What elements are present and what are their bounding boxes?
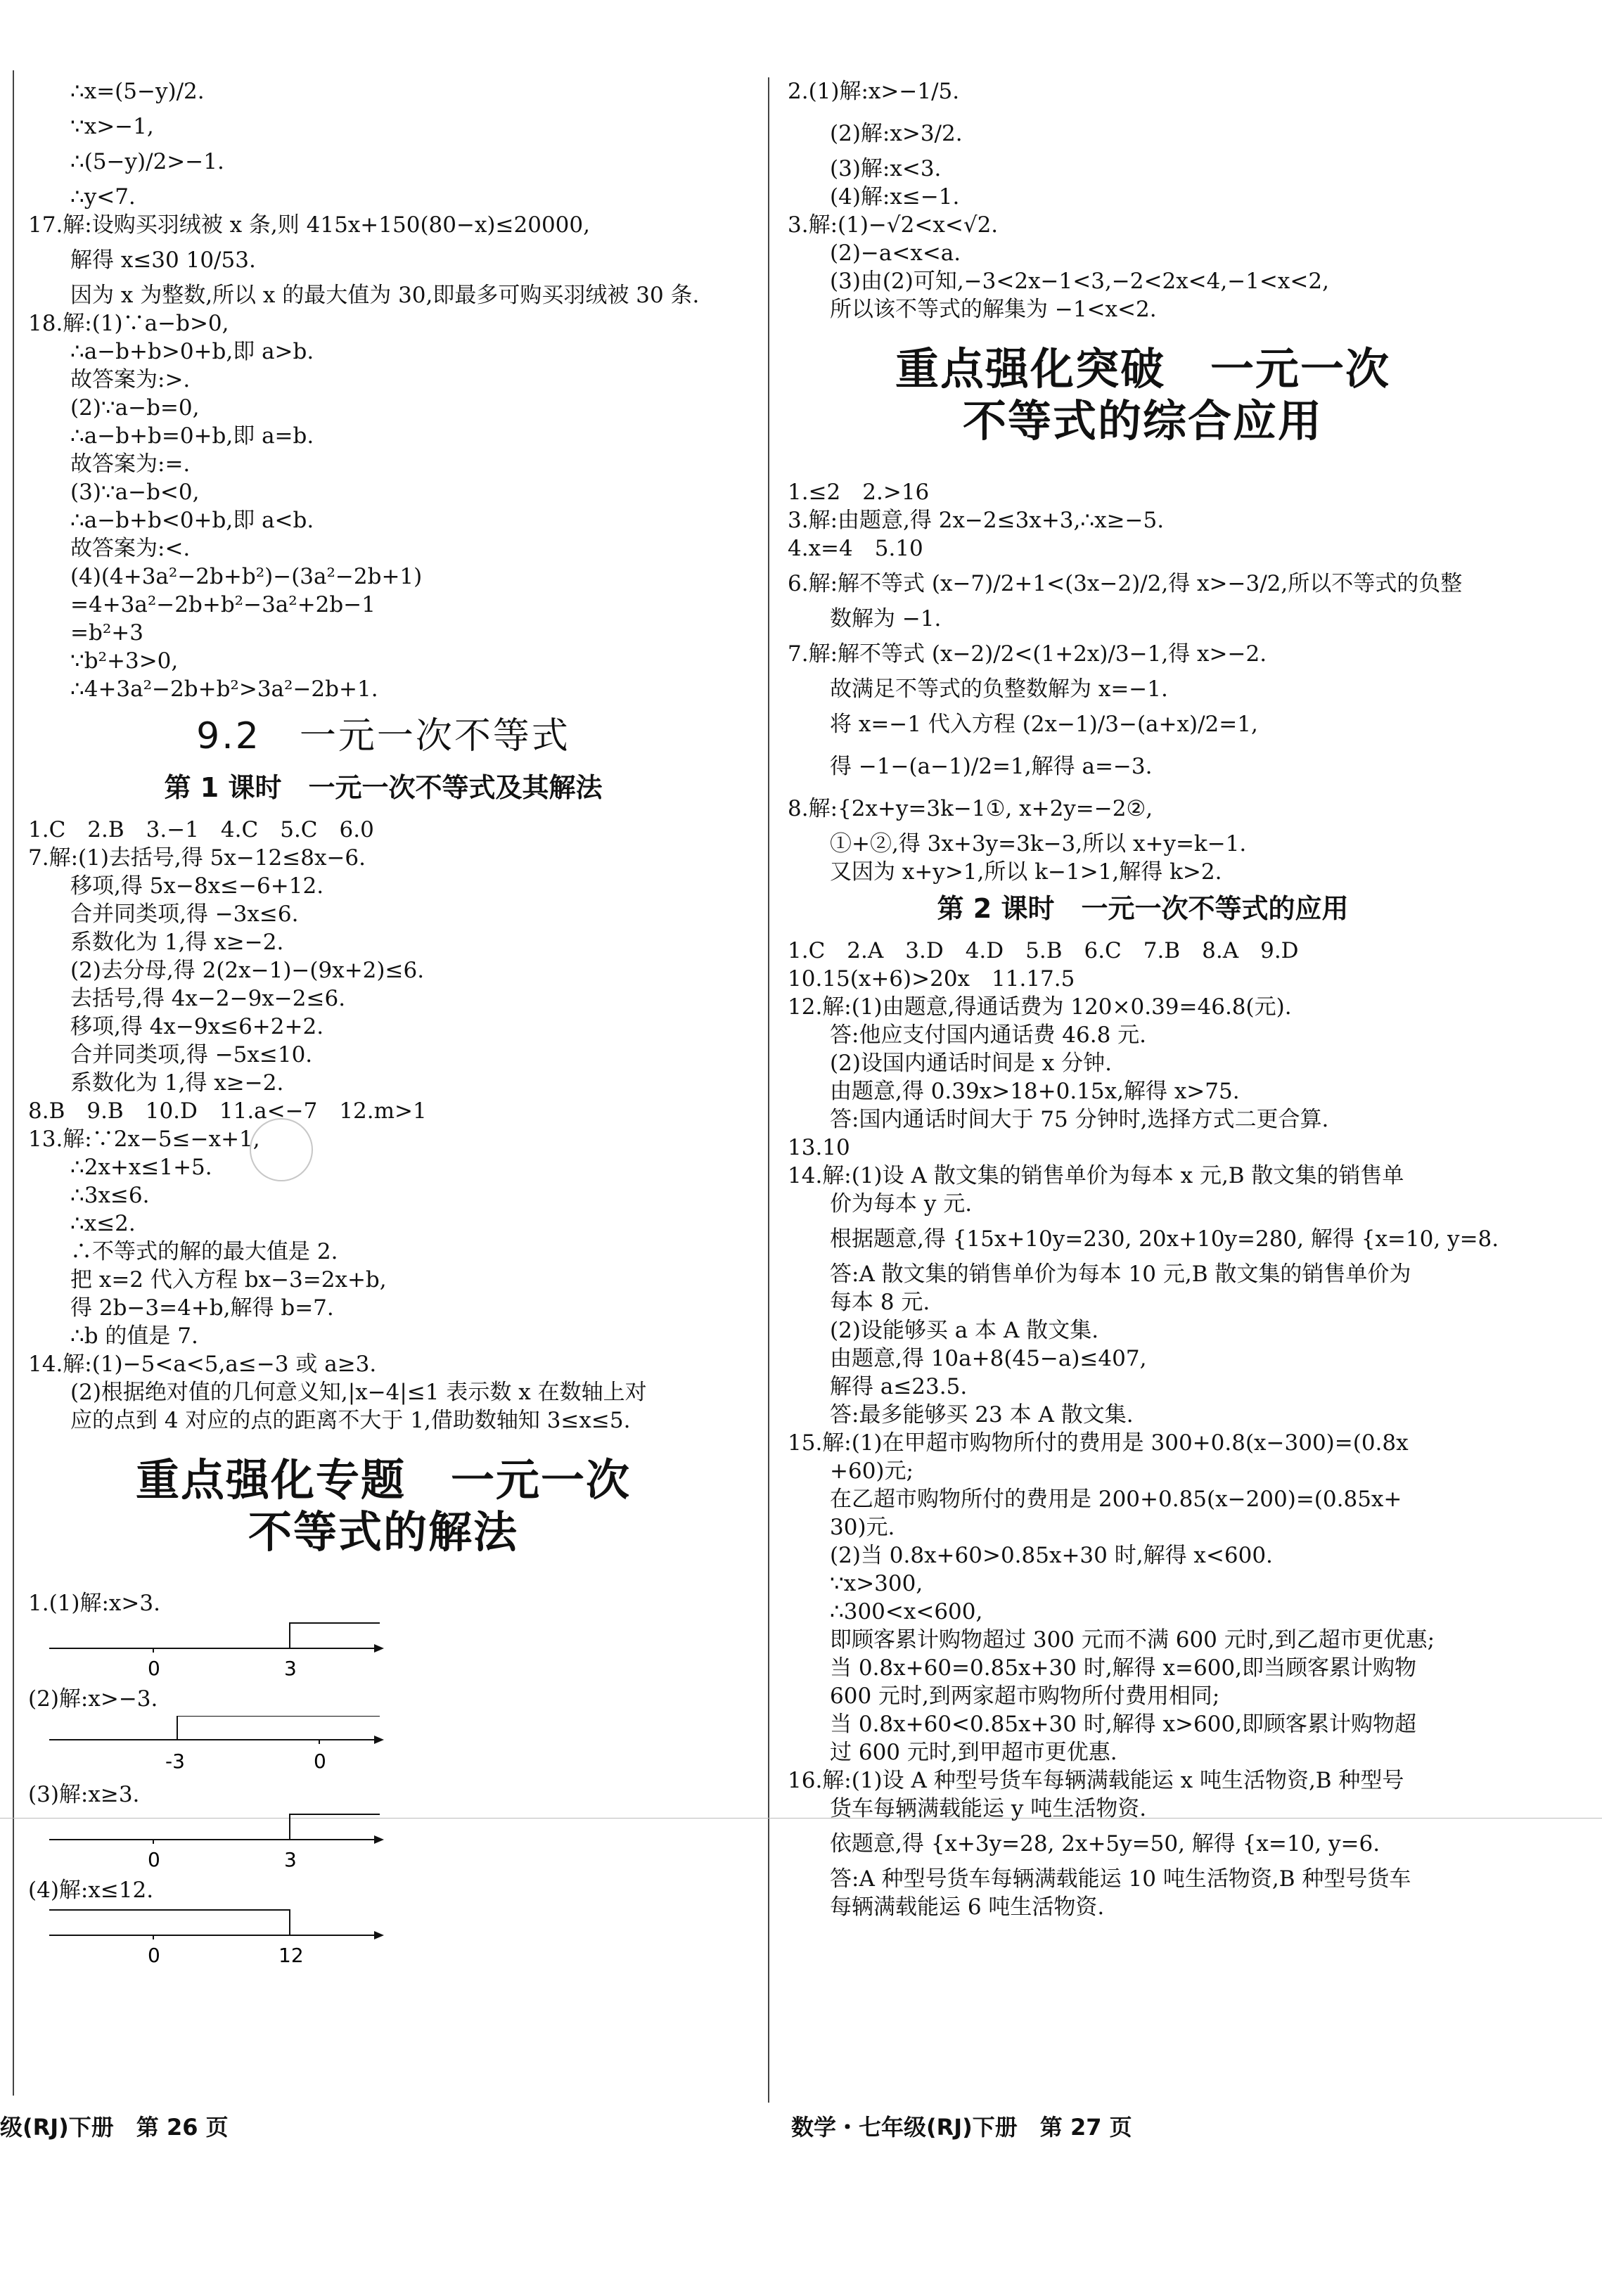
tick-label: 0 (148, 1848, 160, 1869)
answer-line: 10.15(x+6)>20x 11.17.5 (788, 966, 1075, 992)
answer-line: 30)元. (830, 1515, 895, 1540)
answer-line: ∴x=(5−y)/2. (70, 79, 205, 104)
answer-line: 3.解:(1)−√2<x<√2. (788, 212, 999, 238)
answer-line: 答:他应支付国内通话费 46.8 元. (830, 1022, 1147, 1048)
answer-line: ∵x>300, (830, 1571, 923, 1596)
answer-line: (3)∵a−b<0, (70, 480, 200, 505)
right-column (788, 70, 1498, 1921)
answer-line: (2)根据绝对值的几何意义知,|x−4|≤1 表示数 x 在数轴上对 (70, 1380, 647, 1405)
answer-line: ∴a−b+b=0+b,即 a=b. (70, 423, 314, 449)
answer-line: 每辆满载能运 6 吨生活物资. (830, 1894, 1105, 1920)
answer-line: 15.解:(1)在甲超市购物所付的费用是 300+0.8(x−300)=(0.8x (788, 1430, 1409, 1456)
answer-line: 将 x=−1 代入方程 (2x−1)/3−(a+x)/2=1, (830, 712, 1258, 737)
answer-line: =4+3a²−2b+b²−3a²+2b−1 (70, 592, 376, 617)
answer-line: (2)设国内通话时间是 x 分钟. (830, 1051, 1112, 1076)
answer-line: 故答案为:>. (70, 367, 191, 392)
answer-line: (3)解:x≥3. (28, 1782, 140, 1807)
answer-line: ①+②,得 3x+3y=3k−3,所以 x+y=k−1. (830, 831, 1247, 857)
section-title: 9.2 一元一次不等式 (196, 715, 570, 757)
answer-line: (2)当 0.8x+60>0.85x+30 时,解得 x<600. (830, 1543, 1273, 1568)
answer-line: 4.x=4 5.10 (788, 536, 923, 561)
answer-line: 移项,得 5x−8x≤−6+12. (70, 873, 324, 899)
tick-label: 0 (148, 1657, 160, 1678)
answer-line: ∴(5−y)/2>−1. (70, 149, 224, 174)
answer-q18 (28, 309, 738, 703)
answer-line: 数解为 −1. (830, 606, 942, 631)
answer-line: 当 0.8x+60=0.85x+30 时,解得 x=600,即当顾客累计购物 (830, 1655, 1417, 1681)
answer-q2 (788, 70, 1498, 211)
answer-line: 在乙超市购物所付的费用是 200+0.85(x−200)=(0.85x+ (830, 1487, 1402, 1512)
tick-label: 3 (284, 1848, 297, 1869)
answer-line: ∵x>−1, (70, 114, 154, 139)
answer-line: 过 600 元时,到甲超市更优惠. (830, 1740, 1117, 1765)
answer-line: (3)由(2)可知,−3<2x−1<3,−2<2x<4,−1<x<2, (830, 269, 1329, 294)
answer-line: (4)解:x≤12. (28, 1878, 154, 1903)
topic-title-line: 不等式的综合应用 (962, 395, 1323, 447)
answer-line: ∴4+3a²−2b+b²>3a²−2b+1. (70, 676, 378, 702)
answer-line: 即顾客累计购物超过 300 元而不满 600 元时,到乙超市更优惠; (830, 1627, 1435, 1653)
answer-q17 (28, 211, 738, 309)
answer-line: 7.解:解不等式 (x−2)/2<(1+2x)/3−1,得 x>−2. (788, 641, 1267, 667)
answer-line: 每本 8 元. (830, 1290, 930, 1315)
answer-line: 1.C 2.A 3.D 4.D 5.B 6.C 7.B 8.A 9.D (788, 938, 1299, 963)
answer-line: 把 x=2 代入方程 bx−3=2x+b, (70, 1267, 387, 1293)
answer-line: 16.解:(1)设 A 种型号货车每辆满载能运 x 吨生活物资,B 种型号 (788, 1768, 1404, 1793)
answer-line: 得 2b−3=4+b,解得 b=7. (70, 1295, 334, 1321)
answer-line: 答:A 散文集的销售单价为每本 10 元,B 散文集的销售单价为 (830, 1262, 1411, 1287)
answer-line: 17.解:设购买羽绒被 x 条,则 415x+150(80−x)≤20000, (28, 212, 590, 238)
answer-line: 答:国内通话时间大于 75 分钟时,选择方式二更合算. (830, 1107, 1329, 1132)
answer-line: (2)−a<x<a. (830, 240, 961, 266)
answer-line: (2)设能够买 a 本 A 散文集. (830, 1318, 1099, 1343)
answer-line: 当 0.8x+60<0.85x+30 时,解得 x>600,即顾客累计购物超 (830, 1712, 1417, 1737)
tick-label: 0 (314, 1750, 326, 1773)
answer-line: 由题意,得 0.39x>18+0.15x,解得 x>75. (830, 1079, 1240, 1104)
answer-line: 去括号,得 4x−2−9x−2≤6. (70, 986, 346, 1011)
answer-line: 6.解:解不等式 (x−7)/2+1<(3x−2)/2,得 x>−3/2,所以不等式的负整 (788, 571, 1463, 596)
answer-line: 3.解:由题意,得 2x−2≤3x+3,∴x≥−5. (788, 508, 1165, 533)
tick-label: -3 (165, 1750, 185, 1773)
answer-line: ∴a−b+b<0+b,即 a<b. (70, 508, 314, 533)
number-line (28, 1620, 738, 1678)
answer-line: 根据题意,得 {15x+10y=230, 20x+10y=280, 解得 {x=10, y=8. (830, 1226, 1499, 1252)
answer-line: 因为 x 为整数,所以 x 的最大值为 30,即最多可购买羽绒被 30 条. (70, 283, 700, 308)
answer-line: =b²+3 (70, 620, 143, 646)
answer-line: 货车每辆满载能运 y 吨生活物资. (830, 1796, 1147, 1821)
page-footer-left: 级(RJ)下册 第 26 页 (0, 2114, 229, 2141)
answer-line: ∴3x≤6. (70, 1183, 150, 1208)
answer-line: (2)去分母,得 2(2x−1)−(9x+2)≤6. (70, 958, 425, 983)
answer-line: 600 元时,到两家超市购物所付费用相同; (830, 1683, 1220, 1709)
answer-line: (4)解:x≤−1. (830, 184, 960, 210)
number-line (28, 1811, 738, 1869)
answer-line: ∴x≤2. (70, 1211, 136, 1236)
answer-line: ∴b 的值是 7. (70, 1323, 198, 1349)
answer-line: 依题意,得 {x+3y=28, 2x+5y=50, 解得 {x=10, y=6. (830, 1831, 1380, 1856)
column-divider (768, 77, 769, 2103)
topic-title (28, 1454, 738, 1558)
answer-q3 (788, 211, 1498, 323)
topic-title (788, 343, 1498, 447)
topic-title-line: 不等式的解法 (248, 1506, 518, 1558)
answer-line: 又因为 x+y>1,所以 k−1>1,解得 k>2. (830, 859, 1222, 885)
tick-label: 12 (278, 1944, 304, 1965)
topic-title-line: 重点强化突破 一元一次 (895, 343, 1390, 395)
answer-line: 故答案为:=. (70, 451, 191, 477)
answer-line: 合并同类项,得 −5x≤10. (70, 1042, 313, 1067)
answer-line: 解得 a≤23.5. (830, 1374, 968, 1399)
answer-line: (3)解:x<3. (830, 156, 942, 181)
answer-line: 13.解:∵2x−5≤−x+1, (28, 1127, 260, 1152)
left-margin-rule (13, 70, 14, 2096)
answer-line: +60)元; (830, 1458, 914, 1484)
answer-line: 12.解:(1)由题意,得通话费为 120×0.39=46.8(元). (788, 994, 1292, 1020)
answer-line: ∴a−b+b>0+b,即 a>b. (70, 339, 314, 364)
answer-line: (2)∵a−b=0, (70, 395, 200, 421)
answer-lesson1 (28, 816, 738, 1435)
number-line (28, 1716, 738, 1774)
tick-label: 3 (284, 1657, 297, 1678)
answer-line: 1.≤2 2.>16 (788, 480, 930, 505)
answer-line: 18.解:(1)∵a−b>0, (28, 311, 229, 336)
answer-line: (2)解:x>3/2. (830, 121, 963, 146)
answer-line: 价为每本 y 元. (830, 1191, 973, 1217)
answer-line: ∴不等式的解的最大值是 2. (70, 1239, 338, 1264)
answer-line: 13.10 (788, 1135, 850, 1160)
answer-lesson2 (788, 937, 1498, 1921)
answer-line: 8.B 9.B 10.D 11.a<−7 12.m>1 (28, 1098, 427, 1124)
answer-line: 系数化为 1,得 x≥−2. (70, 930, 284, 955)
answer-line: 1.C 2.B 3.−1 4.C 5.C 6.0 (28, 817, 374, 842)
answer-line: ∴300<x<600, (830, 1599, 983, 1624)
answer-line: 由题意,得 10a+8(45−a)≤407, (830, 1346, 1147, 1371)
answer-breakthrough (788, 478, 1498, 886)
answer-line: 14.解:(1)设 A 散文集的销售单价为每本 x 元,B 散文集的销售单 (788, 1163, 1404, 1188)
answer-line: ∵b²+3>0, (70, 648, 179, 674)
answer-line: 系数化为 1,得 x≥−2. (70, 1070, 284, 1096)
answer-line: 得 −1−(a−1)/2=1,解得 a=−3. (830, 754, 1153, 779)
answer-line: 解得 x≤30 10/53. (70, 248, 256, 273)
answer-line: 答:A 种型号货车每辆满载能运 10 吨生活物资,B 种型号货车 (830, 1866, 1411, 1892)
answer-line: 7.解:(1)去括号,得 5x−12≤8x−6. (28, 845, 366, 871)
answer-line: ∴2x+x≤1+5. (70, 1155, 212, 1180)
answer-line: 故答案为:<. (70, 536, 191, 561)
answer-line: 2.(1)解:x>−1/5. (788, 79, 960, 104)
answer-block-continued (28, 70, 738, 211)
answer-line: 8.解:{2x+y=3k−1①, x+2y=−2②, (788, 796, 1153, 821)
answer-line: (2)解:x>−3. (28, 1686, 158, 1712)
answer-line: (4)(4+3a²−2b+b²)−(3a²−2b+1) (70, 564, 423, 589)
answer-line: 所以该不等式的解集为 −1<x<2. (830, 297, 1157, 322)
page-footer-right: 数学・七年级(RJ)下册 第 27 页 (791, 2114, 1132, 2141)
answer-line: 应的点到 4 对应的点的距离不大于 1,借助数轴知 3≤x≤5. (70, 1408, 631, 1433)
answer-line: 故满足不等式的负整数解为 x=−1. (830, 676, 1168, 702)
lesson-title: 第 1 课时 一元一次不等式及其解法 (164, 772, 603, 803)
answer-line: ∴y<7. (70, 184, 136, 210)
answer-line: 14.解:(1)−5<a<5,a≤−3 或 a≥3. (28, 1352, 377, 1377)
number-line (28, 1907, 738, 1965)
lesson-title: 第 2 课时 一元一次不等式的应用 (937, 893, 1349, 924)
answer-line: 合并同类项,得 −3x≤6. (70, 902, 299, 927)
answer-line: 答:最多能够买 23 本 A 散文集. (830, 1402, 1134, 1428)
tick-label: 0 (148, 1944, 160, 1965)
topic-title-line: 重点强化专题 一元一次 (135, 1454, 631, 1506)
left-column (28, 70, 738, 1972)
answer-line: 移项,得 4x−9x≤6+2+2. (70, 1014, 324, 1039)
answer-line: 1.(1)解:x>3. (28, 1591, 160, 1616)
